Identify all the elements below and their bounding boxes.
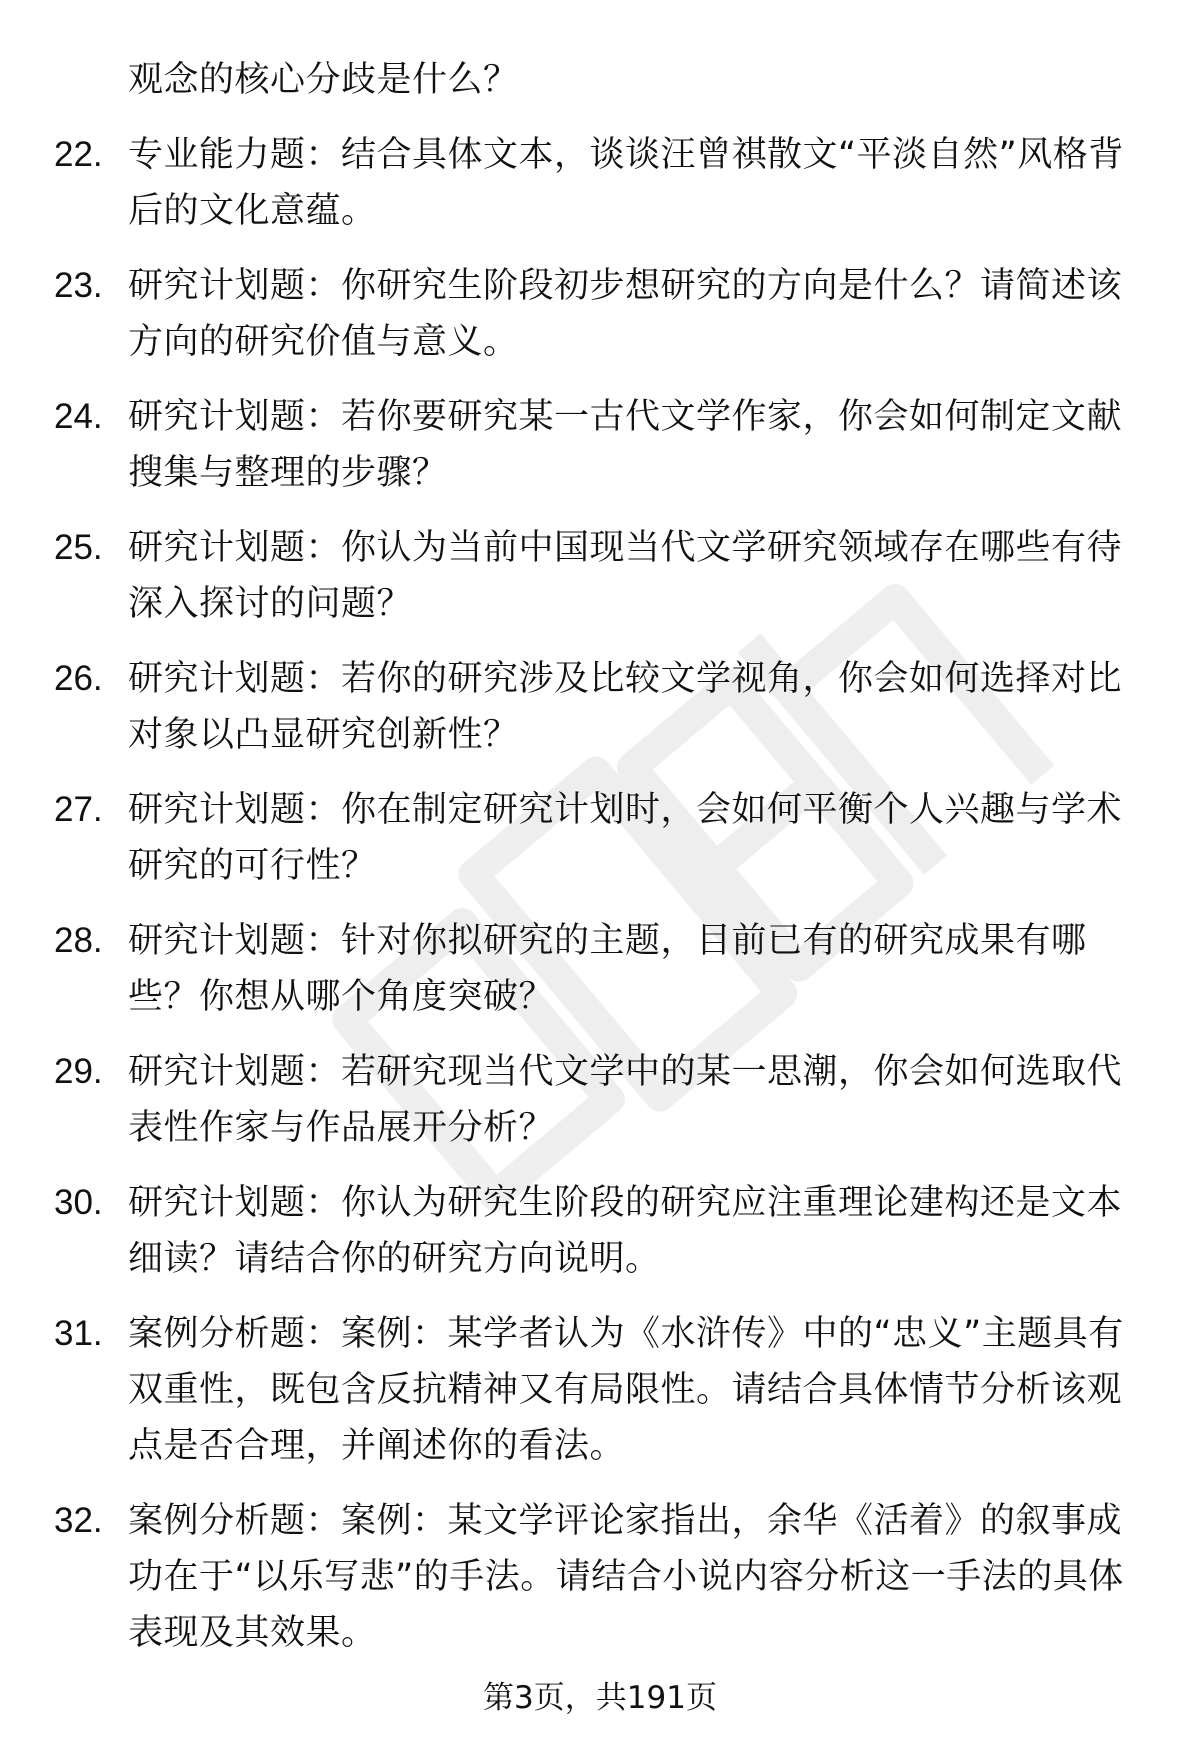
question-text: 案例分析题：案例：某文学评论家指出，余华《活着》的叙事成功在于“以乐写悲”的手法。请结合小说内容分析这一手法的具体表现及其效果。 <box>128 1501 1124 1653</box>
question-number: 22. <box>54 135 103 174</box>
question-item <box>0 1044 1200 1156</box>
question-item <box>0 1306 1200 1474</box>
question-text: 专业能力题：结合具体文本，谈谈汪曾祺散文“平淡自然”风格背后的文化意蕴。 <box>128 135 1124 231</box>
question-item <box>0 913 1200 1025</box>
question-number: 25. <box>54 528 103 567</box>
page-footer: 第3页，共191页 <box>483 1680 717 1716</box>
question-text: 研究计划题：你认为研究生阶段的研究应注重理论建构还是文本细读？请结合你的研究方向说明。 <box>128 1183 1123 1279</box>
question-item <box>0 1175 1200 1287</box>
question-item <box>0 389 1200 501</box>
question-number: 29. <box>54 1052 103 1091</box>
continued-text: 观念的核心分歧是什么？ <box>128 60 519 100</box>
question-item <box>0 127 1200 239</box>
question-text: 研究计划题：你认为当前中国现当代文学研究领域存在哪些有待深入探讨的问题？ <box>128 528 1123 624</box>
question-number: 31. <box>54 1314 103 1353</box>
question-number: 26. <box>54 659 103 698</box>
question-text: 研究计划题：若研究现当代文学中的某一思潮，你会如何选取代表性作家与作品展开分析？ <box>128 1052 1123 1148</box>
question-number: 23. <box>54 266 103 305</box>
question-number: 27. <box>54 790 103 829</box>
question-item <box>0 258 1200 370</box>
question-list <box>0 52 1200 1661</box>
question-text: 研究计划题：你研究生阶段初步想研究的方向是什么？请简述该方向的研究价值与意义。 <box>128 266 1123 362</box>
question-item <box>0 1493 1200 1661</box>
question-item <box>0 782 1200 894</box>
question-number: 32. <box>54 1501 103 1540</box>
question-text: 研究计划题：若你要研究某一古代文学作家，你会如何制定文献搜集与整理的步骤？ <box>128 397 1123 493</box>
question-number: 28. <box>54 921 103 960</box>
question-item <box>0 520 1200 632</box>
question-number: 30. <box>54 1183 103 1222</box>
question-number: 24. <box>54 397 103 436</box>
question-text: 案例分析题：案例：某学者认为《水浒传》中的“忠义”主题具有双重性，既包含反抗精神又有局限性。请结合具体情节分析该观点是否合理，并阐述你的看法。 <box>128 1314 1124 1466</box>
question-text: 研究计划题：若你的研究涉及比较文学视角，你会如何选择对比对象以凸显研究创新性？ <box>128 659 1123 755</box>
question-item <box>0 651 1200 763</box>
question-text: 研究计划题：针对你拟研究的主题，目前已有的研究成果有哪些？你想从哪个角度突破？ <box>128 921 1087 1017</box>
question-text: 研究计划题：你在制定研究计划时，会如何平衡个人兴趣与学术研究的可行性？ <box>128 790 1123 886</box>
